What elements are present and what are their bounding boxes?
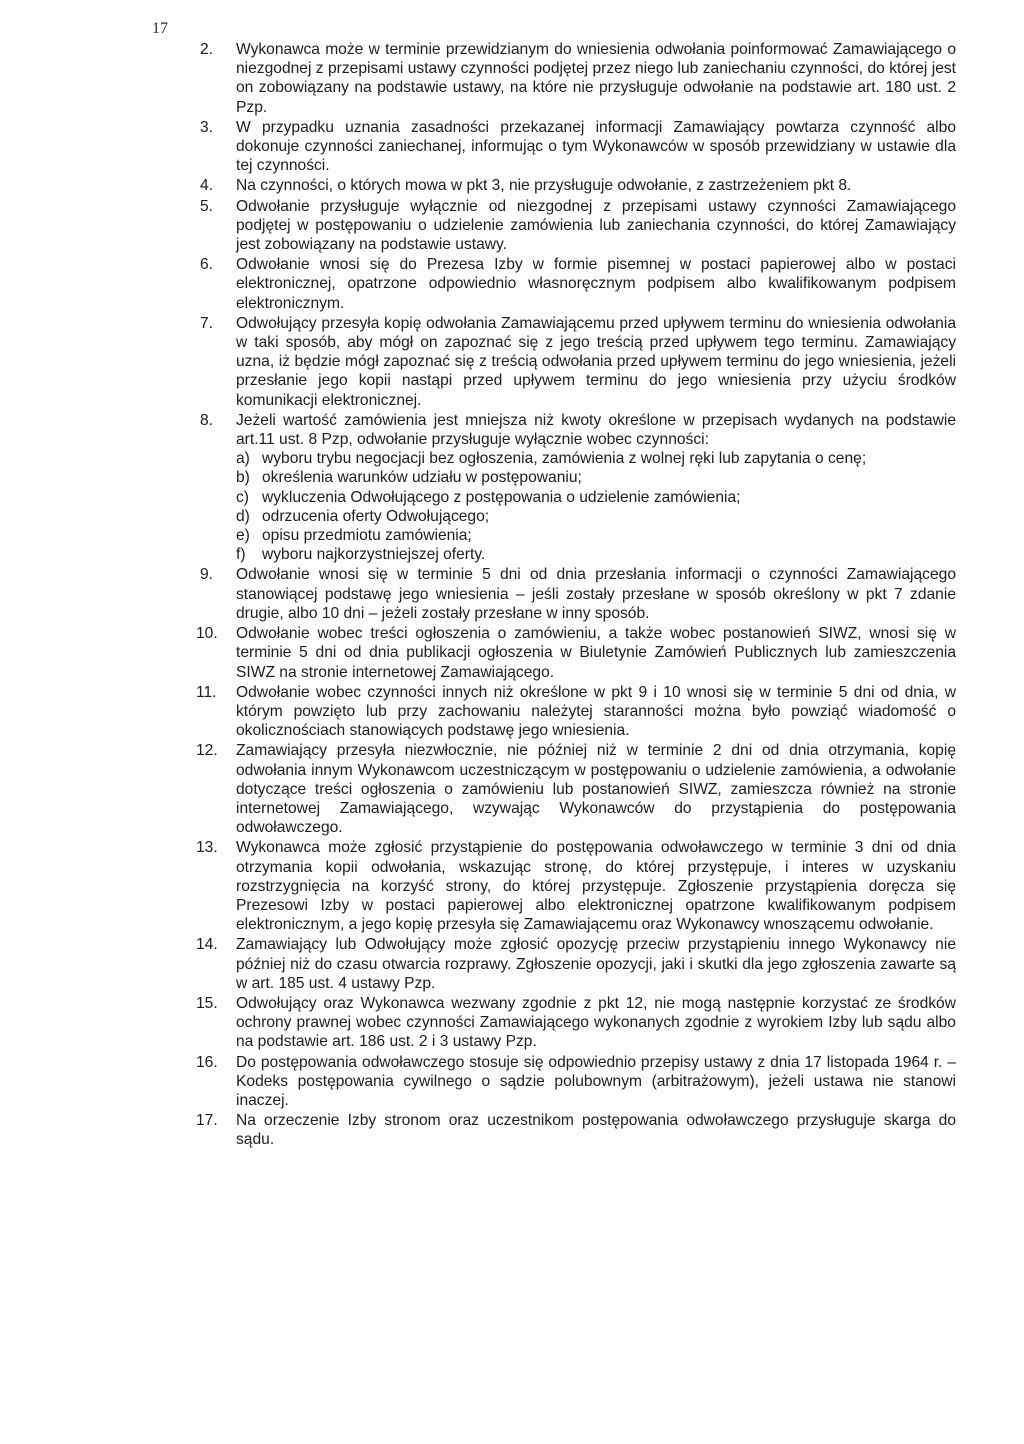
item-text: W przypadku uznania zasadności przekazanej informacji Zamawiający powtarza czynność albo dokonuje czynności zaniechanej, informując o tym Wykonawców w sposób przewidziany w ustawie dla tej czynności. (236, 118, 956, 175)
item-text: Odwołujący oraz Wykonawca wezwany zgodnie z pkt 12, nie mogą następnie korzystać ze środków ochrony prawnej wobec czynności Zamawiającego wykonanych zgodnie z wyrokiem Izby lub sądu albo na podstawie art. 186 ust. 2 i 3 ustawy Pzp. (236, 994, 956, 1051)
page-number: 17 (152, 20, 168, 37)
item-number: 8. (200, 411, 214, 429)
list-item (196, 994, 956, 1052)
sub-item-label: d) (236, 507, 250, 525)
list-item (200, 40, 956, 117)
item-number: 13. (196, 839, 218, 857)
sub-item (236, 507, 956, 526)
list-item (200, 197, 956, 255)
item-text: Zamawiający przesyła niezwłocznie, nie później niż w terminie 2 dni od dnia otrzymania, kopię odwołania innym Wykonawcom uczestniczącym w postępowaniu o udzielenie zamówienia, a odwołanie dotyczące treści ogłoszenia o zamówieniu lub postanowień SIWZ, zamieszcza również na stronie internetowej Zamawiającego, wzywając Wykonawców do przystąpienia do postępowania odwoławczego. (236, 742, 956, 837)
item-text: Na czynności, o których mowa w pkt 3, nie przysługuje odwołanie, z zastrzeżeniem pkt 8. (236, 177, 852, 195)
list-item (200, 118, 956, 176)
item-text: Odwołanie wobec treści ogłoszenia o zamówieniu, a także wobec postanowień SIWZ, wnosi się w terminie 5 dni od dnia publikacji ogłoszenia w Biuletynie Zamówień Publicznych lub zamieszczenia SIWZ na stronie internetowej Zamawiającego. (236, 625, 956, 681)
sub-item (236, 526, 956, 545)
item-number: 16. (196, 1053, 218, 1071)
item-text: Do postępowania odwoławczego stosuje się odpowiednio przepisy ustawy z dnia 17 listopada 1964 r. – Kodeks postępowania cywilnego o sądzie polubownym (arbitrażowym), jeżeli ustawa nie stanowi inaczej. (236, 1053, 956, 1109)
list-item (200, 565, 956, 623)
sub-item-text: opisu przedmiotu zamówienia; (262, 527, 472, 545)
item-number: 12. (196, 742, 218, 760)
item-number: 6. (200, 256, 214, 274)
sub-item-label: a) (236, 450, 250, 468)
item-number: 2. (200, 41, 214, 58)
item-text: Wykonawca może zgłosić przystąpienie do postępowania odwoławczego w terminie 3 dni od dnia otrzymania kopii odwołania, wskazując stronę, do której przystępuje, i interes w uzyskaniu rozstrzygnięcia na korzyść strony, do której przystępuje. Zgłoszenie przystąpienia doręcza się Prezesowi Izby w postaci papierowej albo elektronicznej opatrzone kwalifikowanym podpisem elektronicznym, a jego kopię przesyła się Zamawiającemu oraz Wykonawcy wnoszącemu odwołanie. (236, 839, 956, 934)
list-item (196, 935, 956, 993)
item-number: 5. (200, 197, 214, 215)
list-item (196, 1053, 956, 1111)
list-item (196, 683, 956, 741)
item-number: 10. (196, 625, 218, 643)
item-text: Odwołanie wnosi się do Prezesa Izby w formie pisemnej w postaci papierowej albo w postaci elektronicznej, opatrzone odpowiednio własnoręcznym podpisem albo kwalifikowanym podpisem elektronicznym. (236, 256, 956, 312)
sub-item-label: e) (236, 527, 250, 545)
list-item (196, 624, 956, 682)
item-text: Odwołanie wnosi się w terminie 5 dni od dnia przesłania informacji o czynności Zamawiającego stanowiącej podstawę jego wniesienia – jeśli zostały przesłane w sposób określony w pkt 7 zdanie drugie, albo 10 dni – jeżeli zostały przesłane w inny sposób. (236, 566, 956, 622)
item-number: 4. (200, 177, 214, 195)
sub-item-text: wyboru trybu negocjacji bez ogłoszenia, zamówienia z wolnej ręki lub zapytania o cenę; (262, 450, 867, 468)
list-item (196, 1111, 956, 1149)
item-text: Na orzeczenie Izby stronom oraz uczestnikom postępowania odwoławczego przysługuje skarga do sądu. (236, 1112, 956, 1149)
item-number: 9. (200, 566, 214, 584)
item-text: Jeżeli wartość zamówienia jest mniejsza niż kwoty określone w przepisach wydanych na podstawie art.11 ust. 8 Pzp, odwołanie przysługuje wyłącznie wobec czynności: (236, 411, 956, 449)
sub-item (236, 449, 956, 468)
item-number: 17. (196, 1112, 218, 1130)
sub-item (236, 545, 956, 564)
document-body (196, 40, 956, 1151)
item-number: 3. (200, 118, 214, 136)
sub-item-label: c) (236, 488, 249, 506)
item-text: Odwołujący przesyła kopię odwołania Zamawiającemu przed upływem terminu do wniesienia odwołania w taki sposób, aby mógł on zapoznać się z jego treścią przed upływem tego terminu. Zamawiający uzna, iż będzie mógł zapoznać się z treścią odwołania przed upływem terminu do jego wniesienia, jeżeli przesłanie jego kopii nastąpi przed upływem terminu do jego wniesienia przy użyciu środków komunikacji elektronicznej. (236, 314, 956, 409)
sub-item (236, 488, 956, 507)
list-item (200, 314, 956, 410)
list-item (200, 411, 956, 565)
list-item (196, 741, 956, 837)
item-text: Odwołanie przysługuje wyłącznie od niezgodnej z przepisami ustawy czynności Zamawiającego podjętej w postępowaniu o udzielenie zamówienia lub zaniechania czynności, do której Zamawiający jest zobowiązany na podstawie ustawy. (236, 197, 956, 254)
sub-item (236, 468, 956, 487)
sub-item-text: wykluczenia Odwołującego z postępowania o udzielenie zamówienia; (262, 488, 741, 506)
item-text: Zamawiający lub Odwołujący może zgłosić opozycję przeciw przystąpieniu innego Wykonawcy nie później niż do czasu otwarcia rozprawy. Zgłoszenie opozycji, jaki i skutki dla jego zgłoszenia zawarte są w art. 185 ust. 4 ustawy Pzp. (236, 936, 956, 992)
item-number: 14. (196, 936, 218, 954)
sub-item-label: b) (236, 469, 250, 487)
sub-item-text: odrzucenia oferty Odwołującego; (262, 507, 490, 525)
list-item (200, 176, 956, 195)
item-number: 15. (196, 994, 218, 1012)
list-item (196, 838, 956, 934)
item-number: 7. (200, 314, 214, 332)
sub-item-text: wyboru najkorzystniejszej oferty. (262, 546, 486, 564)
sub-item-text: określenia warunków udziału w postępowaniu; (262, 469, 582, 487)
item-number: 11. (196, 683, 217, 701)
item-text: Odwołanie wobec czynności innych niż określone w pkt 9 i 10 wnosi się w terminie 5 dni od dnia, w którym powzięto lub przy zachowaniu należytej staranności można było powziąć wiadomość o okolicznościach stanowiących podstawę jego wniesienia. (236, 683, 956, 740)
list-item (200, 255, 956, 313)
item-text: Wykonawca może w terminie przewidzianym do wniesienia odwołania poinformować Zamawiającego o niezgodnej z przepisami ustawy czynności podjętej przez niego lub zaniechaniu czynności, do której jest on zobowiązany na podstawie ustawy, na które nie przysługuje odwołanie na podstawie art. 180 ust. 2 Pzp. (236, 41, 956, 116)
sub-item-label: f) (236, 546, 246, 564)
